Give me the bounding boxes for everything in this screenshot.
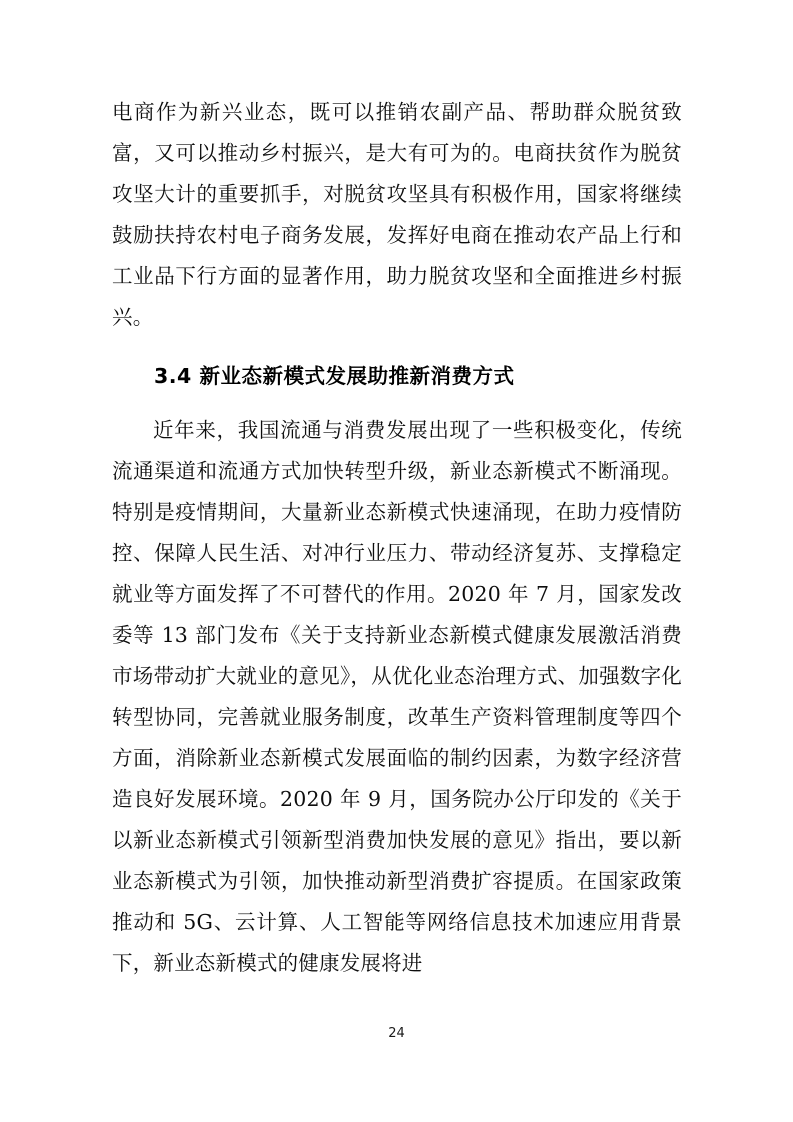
paragraph-1: 电商作为新兴业态，既可以推销农副产品、帮助群众脱贫致富，又可以推动乡村振兴，是大有可为的。电商扶贫作为脱贫攻坚大计的重要抓手，对脱贫攻坚具有积极作用，国家将继续鼓励扶持农村电子商务发展，发挥好电商在推动农产品上行和工业品下行方面的显著作用，助力脱贫攻坚和全面推进乡村振兴。 bbox=[112, 100, 682, 329]
page-number: 24 bbox=[388, 1026, 405, 1041]
section-heading-3-4: 3.4 新业态新模式发展助推新消费方式 bbox=[154, 364, 515, 388]
paragraph-2: 近年来，我国流通与消费发展出现了一些积极变化，传统流通渠道和流通方式加快转型升级，新业态新模式不断涌现。特别是疫情期间，大量新业态新模式快速涌现，在助力疫情防控、保障人民生活、对冲行业压力、带动经济复苏、支撑稳定就业等方面发挥了不可替代的作用。2020 年 7 月，国家发改委等 13 部门发布《关于支持新业态新模式健康发展激活消费市场带动扩大就业的意见》，从优化业态治理方式、加强数字化转型协同，完善就业服务制度，改革生产资料管理制度等四个方面，消除新业态新模式发展面临的制约因素，为数字经济营造良好发展环境。2020 年 9 月，国务院办公厅印发的《关于以新业态新模式引领新型消费加快发展的意见》指出，要以新业态新模式为引领，加快推动新型消费扩容提质。在国家政策推动和 5G、云计算、人工智能等网络信息技术加速应用背景下，新业态新模式的健康发展将进 bbox=[112, 418, 682, 975]
page-content bbox=[112, 92, 682, 984]
